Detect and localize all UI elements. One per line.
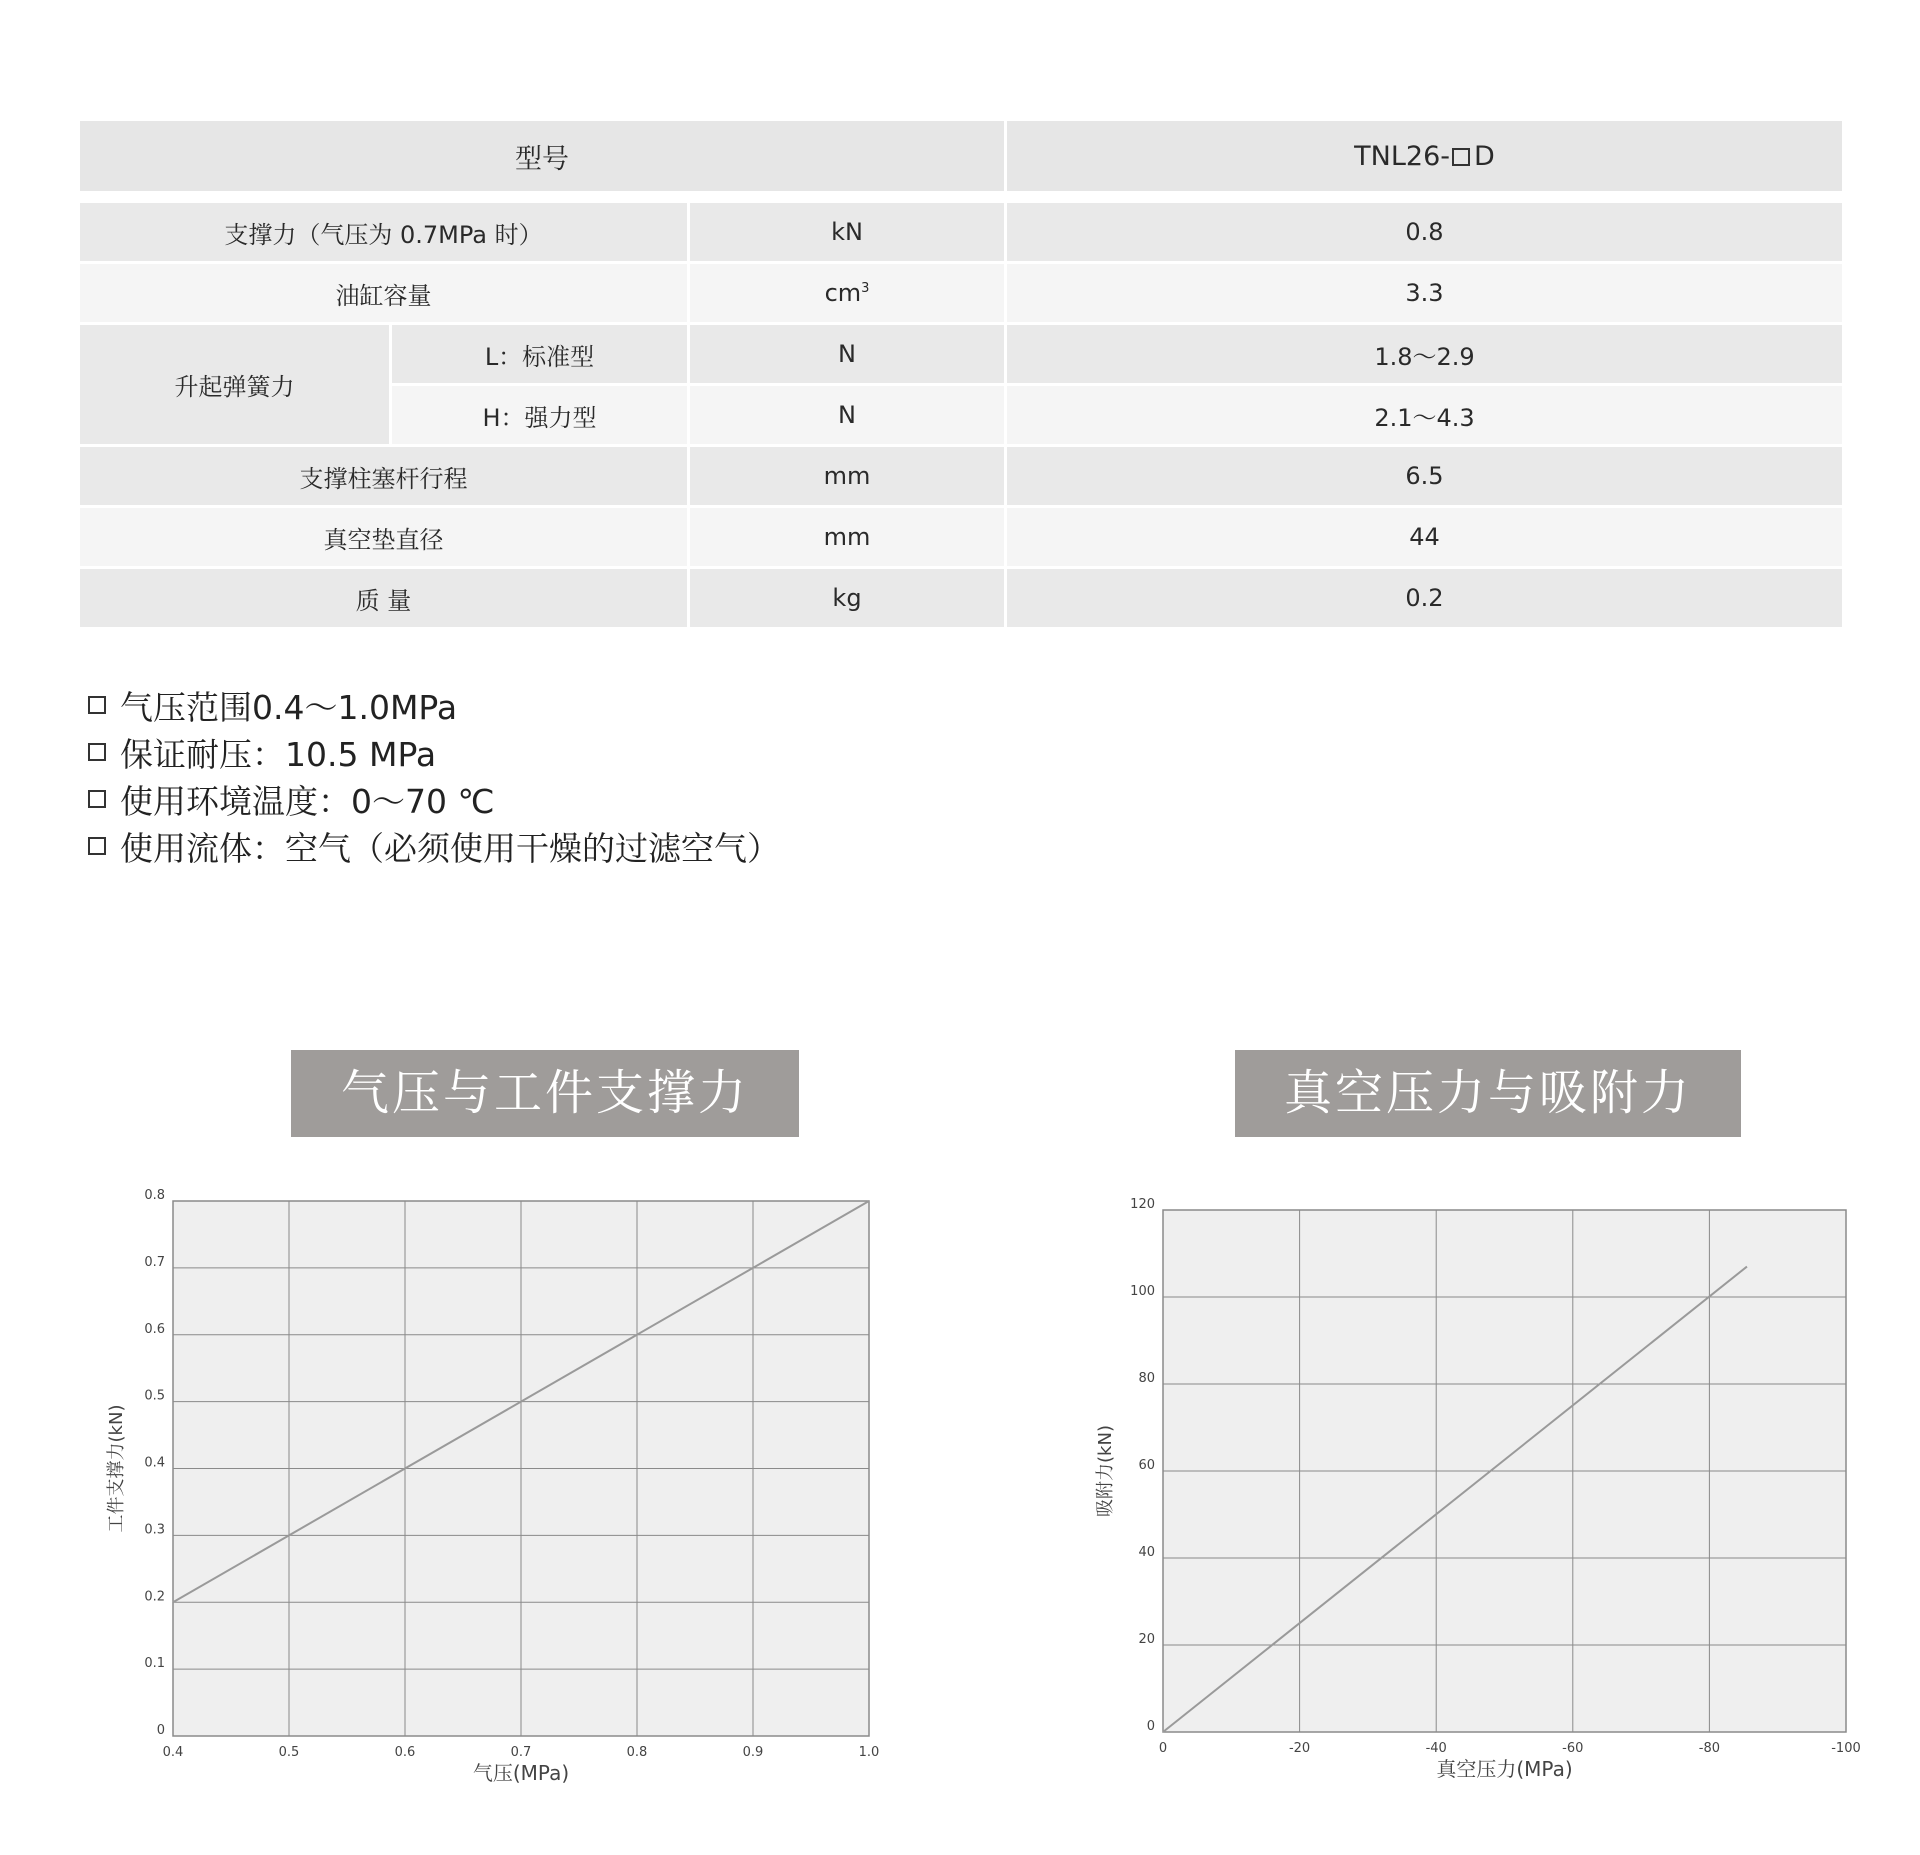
chart1-y-tick-label: 0.6 [144,1321,165,1337]
chart1-title: 气压与工件支撑力 [291,1050,799,1137]
row-value: 44 [1007,508,1842,566]
model-suffix: D [1474,140,1495,172]
chart1-y-tick-label: 0.8 [144,1188,165,1203]
note-item: 保证耐压：10.5 MPa [88,731,780,778]
row-label: 油缸容量 [80,264,690,322]
note-item: 使用流体：空气（必须使用干燥的过滤空气） [88,825,780,872]
row-sublabel: H：强力型 [392,386,690,444]
row-label: 支撑力（气压为 0.7MPa 时） [80,203,690,261]
chart2-y-tick-label: 120 [1130,1197,1155,1212]
chart2-y-tick-label: 0 [1146,1719,1155,1734]
chart2-x-tick-label: -100 [1831,1741,1861,1756]
row-value: 3.3 [1007,264,1842,322]
row-unit: kg [690,569,1007,627]
note-item: 使用环境温度：0～70 ℃ [88,778,780,825]
chart2-y-tick-label: 60 [1138,1458,1155,1473]
chart2-y-tick-label: 80 [1138,1371,1155,1386]
chart1-y-tick-label: 0.1 [144,1656,165,1672]
chart1-y-axis-label: 工件支撑力(kN) [106,1404,127,1533]
chart2-title: 真空压力与吸附力 [1235,1050,1741,1137]
chart2-y-tick-label: 20 [1138,1632,1155,1647]
chart2-y-tick-label: 100 [1130,1284,1155,1299]
unit-base: cm [824,279,862,307]
chart1-x-tick-label: 0.9 [742,1745,764,1760]
row-value: 0.8 [1007,203,1842,261]
chart2-x-tick-label: 0 [1158,1741,1168,1756]
chart1-x-tick-label: 0.8 [626,1745,648,1760]
unit-sup: 3 [861,281,870,296]
row-value: 2.1～4.3 [1007,386,1842,444]
chart1-x-axis-label: 气压(MPa) [472,1761,570,1785]
chart1-y-tick-label: 0 [156,1723,165,1738]
chart2-x-tick-label: -60 [1562,1741,1584,1756]
row-unit: N [690,325,1007,383]
row-unit: N [690,386,1007,444]
chart2-y-axis-label: 吸附力(kN) [1095,1425,1116,1517]
chart1-x-tick-label: 0.4 [162,1745,184,1760]
row-group-label: 升起弹簧力 [80,325,392,444]
chart1-x-tick-label: 0.5 [278,1745,300,1760]
chart2-y-tick-label: 40 [1138,1545,1155,1560]
row-value: 0.2 [1007,569,1842,627]
chart1-y-tick-label: 0.3 [144,1522,165,1538]
row-unit: kN [690,203,1007,261]
row-unit: mm [690,508,1007,566]
chart1-x-tick-label: 0.7 [510,1745,532,1760]
row-label: 真空垫直径 [80,508,690,566]
chart1-y-tick-label: 0.5 [144,1388,165,1404]
row-sublabel: L：标准型 [392,325,690,383]
chart2-x-tick-label: -40 [1425,1741,1447,1756]
row-value: 6.5 [1007,447,1842,505]
chart1-y-tick-label: 0.4 [144,1455,165,1471]
model-label: 型号 [80,121,1007,191]
row-label: 质 量 [80,569,690,627]
chart2-x-tick-label: -80 [1698,1741,1721,1756]
chart1-x-tick-label: 1.0 [858,1745,880,1760]
row-value: 1.8～2.9 [1007,325,1842,383]
chart1-y-tick-label: 0.2 [144,1589,165,1605]
chart2-x-axis-label: 真空压力(MPa) [1436,1757,1573,1781]
chart2-x-tick-label: -20 [1288,1741,1311,1756]
row-unit: mm [690,447,1007,505]
chart1-x-tick-label: 0.6 [394,1745,416,1760]
note-item: 气压范围0.4～1.0MPa [88,684,780,731]
chart1-y-tick-label: 0.7 [144,1254,165,1270]
row-label: 支撑柱塞杆行程 [80,447,690,505]
model-prefix: TNL26- [1354,140,1451,172]
